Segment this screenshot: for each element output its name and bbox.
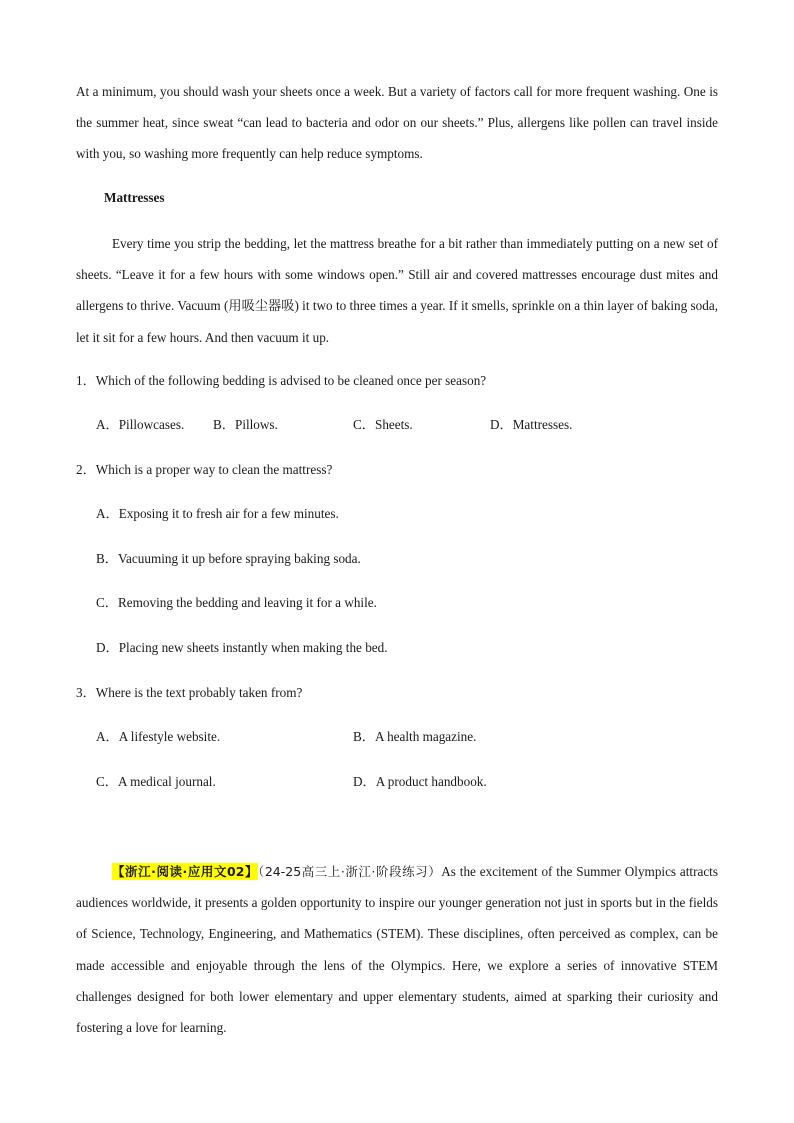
paragraph-mattresses: Every time you strip the bedding, let the mattress breathe for a bit rather than immediately putting on a new set of sheets. “Leave it for a few hours with some windows open.” Still air and covered mattresses encourage dust mites and allergens to thrive. Vacuum (用吸尘器吸) it two to three times a year. If it smells, sprinkle on a thin layer of baking soda, let it sit for a few hours. And then vacuum it up. — [76, 236, 718, 345]
q1-option-c: C．Sheets. — [353, 417, 413, 432]
passage-source: （24-25高三上·浙江·阶段练习） — [258, 864, 442, 879]
question-1-stem: 1．Which of the following bedding is advised to be cleaned once per season? — [76, 373, 487, 388]
q3-option-a: A．A lifestyle website. — [96, 729, 221, 744]
passage-intro — [76, 856, 718, 1043]
q3-option-b: B．A health magazine. — [353, 729, 477, 744]
paragraph-sheets: At a minimum, you should wash your sheets once a week. But a variety of factors call for more frequent washing. One is the summer heat, since sweat “can lead to bacteria and odor on our sheets.” Plus, allergens like pollen can travel inside with you, so washing more frequently can help reduce symptoms. — [76, 84, 718, 162]
q2-option-c: C．Removing the bedding and leaving it for a while. — [96, 595, 377, 610]
passage-tag-badge: 【浙江·阅读·应用文02】 — [112, 864, 259, 879]
passage-text: As the excitement of the Summer Olympics attracts audiences worldwide, it presents a golden opportunity to inspire our younger generation not just in sports but in the fields of Science, Technology, Engineering, and Mathematics (STEM). These disciplines, often perceived as complex, can be made accessible and enjoyable through the lens of the Olympics. Here, we explore a series of innovative STEM challenges designed for both lower elementary and upper elementary students, aimed at sparking their curiosity and fostering a love for learning. — [76, 864, 718, 1036]
q3-option-d: D．A product handbook. — [353, 774, 487, 789]
section-heading-mattresses: Mattresses — [104, 190, 165, 205]
question-2-stem: 2．Which is a proper way to clean the mattress? — [76, 462, 333, 477]
q2-option-b: B．Vacuuming it up before spraying baking soda. — [96, 551, 361, 566]
q1-option-d: D．Mattresses. — [490, 417, 573, 432]
q3-option-c: C．A medical journal. — [96, 774, 216, 789]
q2-option-a: A．Exposing it to fresh air for a few minutes. — [96, 506, 339, 521]
q2-option-d: D．Placing new sheets instantly when making the bed. — [96, 640, 388, 655]
q1-option-a: A．Pillowcases. — [96, 417, 185, 432]
question-3-stem: 3．Where is the text probably taken from? — [76, 685, 303, 700]
q1-option-b: B．Pillows. — [213, 417, 278, 432]
